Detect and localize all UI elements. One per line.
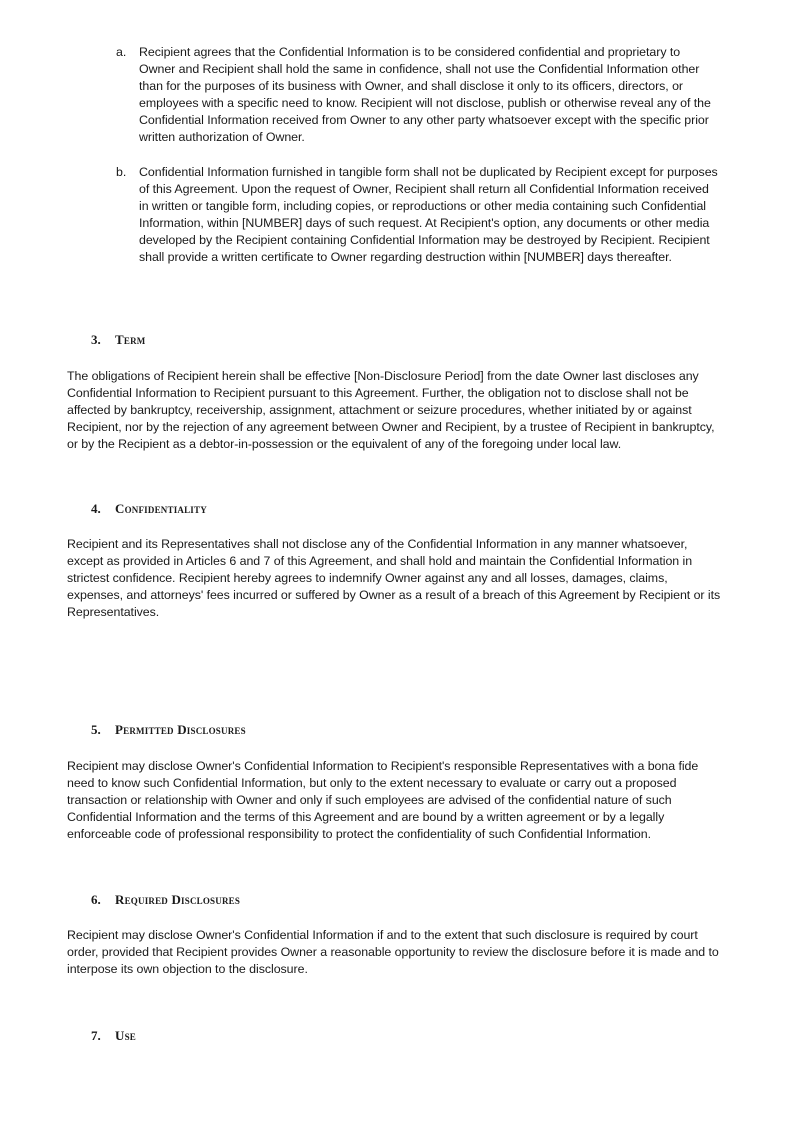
section-4-body: Recipient and its Representatives shall not disclose any of the Confidential Information in any manner whatsoever, except as provided in Articles 6 and 7 of this Agreement, and shall hold and maintain the Confidential Information in strictest confidence. Recipient hereby agrees to indemnify Owner against any and all losses, damages, claims, expenses, and attorneys' fees incurred or suffered by Owner as a result of a breach of this Agreement by Recipient or its Representatives. bbox=[67, 537, 721, 619]
section-3-body: The obligations of Recipient herein shall be effective [Non-Disclosure Period] from the date Owner last discloses any Confidential Information to Recipient pursuant to this Agreement. Further, the obligation not to disclose shall not be affected by bankruptcy, receivership, assignment, attachment or seizure procedures, whether initiated by or against Recipient, nor by the rejection of any agreement between Owner and Recipient, by a trustee of Recipient in bankruptcy, or by the Recipient as a debtor-in-possession or the equivalent of any of the foregoing under local law. bbox=[67, 369, 715, 451]
section-number: 3. bbox=[91, 332, 101, 347]
section-title: Confidentiality bbox=[115, 501, 207, 516]
section-number: 4. bbox=[91, 501, 101, 516]
section-title: Required Disclosures bbox=[115, 892, 241, 907]
section-6-body: Recipient may disclose Owner's Confidential Information if and to the extent that such disclosure is required by court order, provided that Recipient provides Owner a reasonable opportunity to review the disclosure before it is made and to interpose its own objection to the disclosure. bbox=[67, 928, 719, 976]
section-5-heading bbox=[91, 721, 246, 738]
section-4-heading bbox=[91, 500, 207, 517]
clause-b-marker: b. bbox=[116, 165, 127, 179]
clause-b-text: Confidential Information furnished in tangible form shall not be duplicated by Recipient except for purposes of this Agreement. Upon the request of Owner, Recipient shall return all Confidential Information received in written or tangible form, including copies, or reproductions or other media containing such Confidential Information, within [NUMBER] days of such request. At Recipient's option, any documents or other media developed by the Recipient containing Confidential Information may be destroyed by Recipient. Recipient shall provide a written certificate to Owner regarding destruction within [NUMBER] days thereafter. bbox=[139, 165, 718, 264]
section-3-heading bbox=[91, 331, 145, 348]
section-title: Permitted Disclosures bbox=[115, 722, 246, 737]
section-title: Use bbox=[115, 1028, 136, 1043]
section-number: 5. bbox=[91, 722, 101, 737]
section-7-heading bbox=[91, 1027, 136, 1044]
section-number: 7. bbox=[91, 1028, 101, 1043]
clause-a-text: Recipient agrees that the Confidential Information is to be considered confidential and proprietary to Owner and Recipient shall hold the same in confidence, shall not use the Confidential Information other than for the purposes of its business with Owner, and shall disclose it only to its officers, directors, or employees with a specific need to know. Recipient will not disclose, publish or otherwise reveal any of the Confidential Information received from Owner to any other party whatsoever except with the specific prior written authorization of Owner. bbox=[139, 45, 711, 144]
section-6-heading bbox=[91, 891, 240, 908]
clause-a-marker: a. bbox=[116, 45, 127, 59]
section-number: 6. bbox=[91, 892, 101, 907]
section-5-body: Recipient may disclose Owner's Confidential Information to Recipient's responsible Representatives with a bona fide need to know such Confidential Information, but only to the extent necessary to evaluate or carry out a proposed transaction or relationship with Owner and only if such employees are advised of the confidential nature of such Confidential Information and the terms of this Agreement and are bound by a written agreement or by a legally enforceable code of professional responsibility to protect the confidentiality of such Confidential Information. bbox=[67, 759, 699, 841]
section-title: Term bbox=[115, 332, 146, 347]
